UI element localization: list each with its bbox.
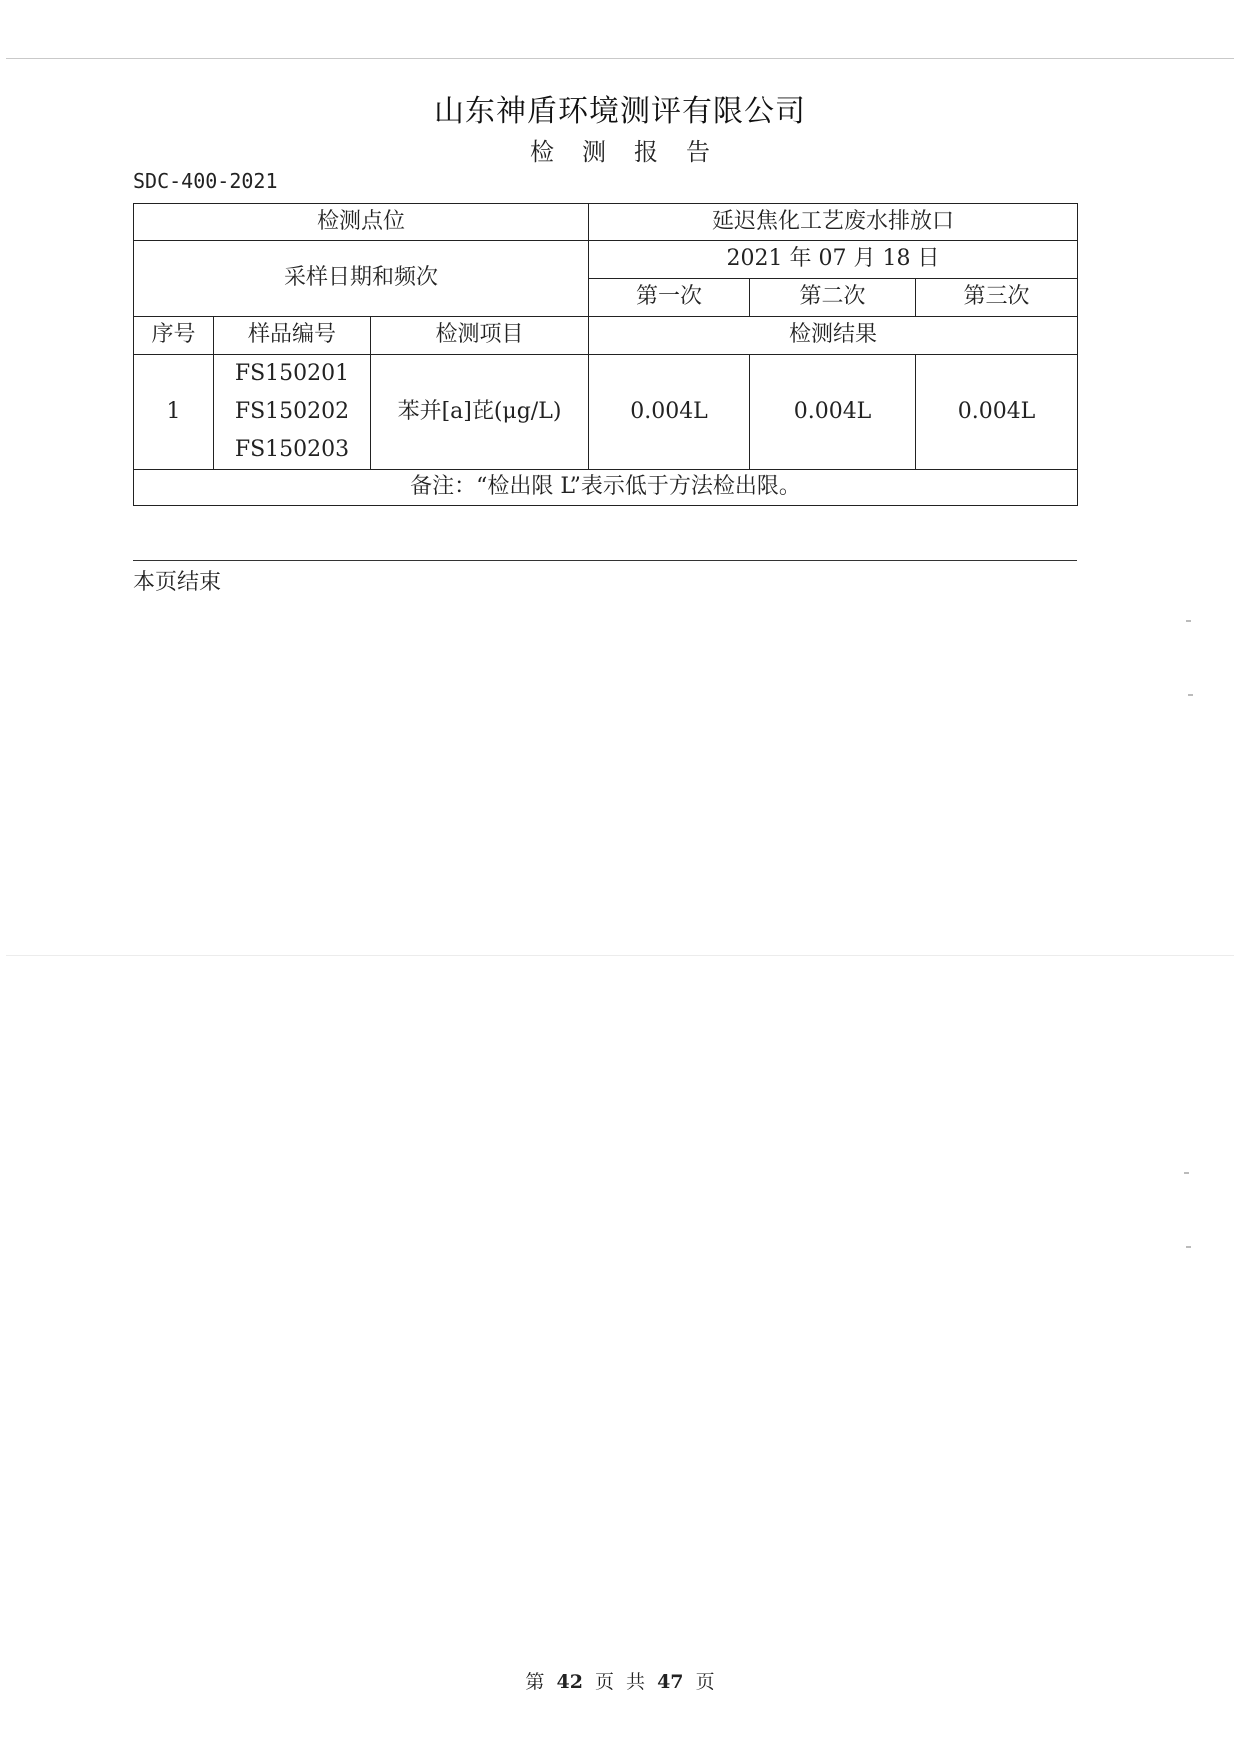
table-note: 备注：“检出限 L”表示低于方法检出限。 xyxy=(134,470,1078,506)
table-row-note xyxy=(134,470,1078,506)
cell-seq: 1 xyxy=(134,355,214,470)
table-row-site xyxy=(134,204,1078,241)
scan-speck xyxy=(1188,694,1193,696)
column-header-result: 检测结果 xyxy=(589,317,1078,355)
page-footer xyxy=(0,1667,1240,1694)
cell-sample-numbers xyxy=(214,355,371,470)
page-number: 42 xyxy=(556,1671,583,1693)
report-title: 检测报告 xyxy=(530,138,738,166)
scan-fold-line xyxy=(6,955,1234,956)
table-row-date xyxy=(134,241,1078,279)
table-row xyxy=(134,355,1078,470)
site-label: 检测点位 xyxy=(134,204,589,241)
top-divider xyxy=(6,58,1234,59)
page-total: 47 xyxy=(657,1671,684,1693)
cell-item: 苯并[a]芘(μg/L) xyxy=(371,355,589,470)
time-2-label: 第二次 xyxy=(750,279,916,317)
results-table xyxy=(133,203,1078,506)
table-header-row xyxy=(134,317,1078,355)
column-header-item: 检测项目 xyxy=(371,317,589,355)
date-value: 2021 年 07 月 18 日 xyxy=(589,241,1078,279)
sample-number: FS150202 xyxy=(234,399,350,424)
column-header-sample-no: 样品编号 xyxy=(214,317,371,355)
scan-speck xyxy=(1186,1246,1191,1248)
footer-suffix: 页 xyxy=(695,1671,715,1693)
cell-result-3: 0.004L xyxy=(916,355,1078,470)
scan-speck xyxy=(1186,620,1191,622)
company-name: 山东神盾环境测评有限公司 xyxy=(434,94,806,129)
scan-speck xyxy=(1184,1172,1189,1174)
time-1-label: 第一次 xyxy=(589,279,750,317)
end-divider xyxy=(133,560,1077,561)
site-value: 延迟焦化工艺废水排放口 xyxy=(589,204,1078,241)
time-3-label: 第三次 xyxy=(916,279,1078,317)
cell-result-1: 0.004L xyxy=(589,355,750,470)
date-freq-label: 采样日期和频次 xyxy=(134,241,589,317)
end-of-page-note: 本页结束 xyxy=(133,570,222,595)
sample-number: FS150201 xyxy=(234,361,350,386)
report-code: SDC-400-2021 xyxy=(133,169,278,193)
sample-number: FS150203 xyxy=(234,437,350,462)
cell-result-2: 0.004L xyxy=(750,355,916,470)
footer-middle: 页 共 xyxy=(594,1671,646,1693)
column-header-seq: 序号 xyxy=(134,317,214,355)
footer-prefix: 第 xyxy=(525,1671,545,1693)
